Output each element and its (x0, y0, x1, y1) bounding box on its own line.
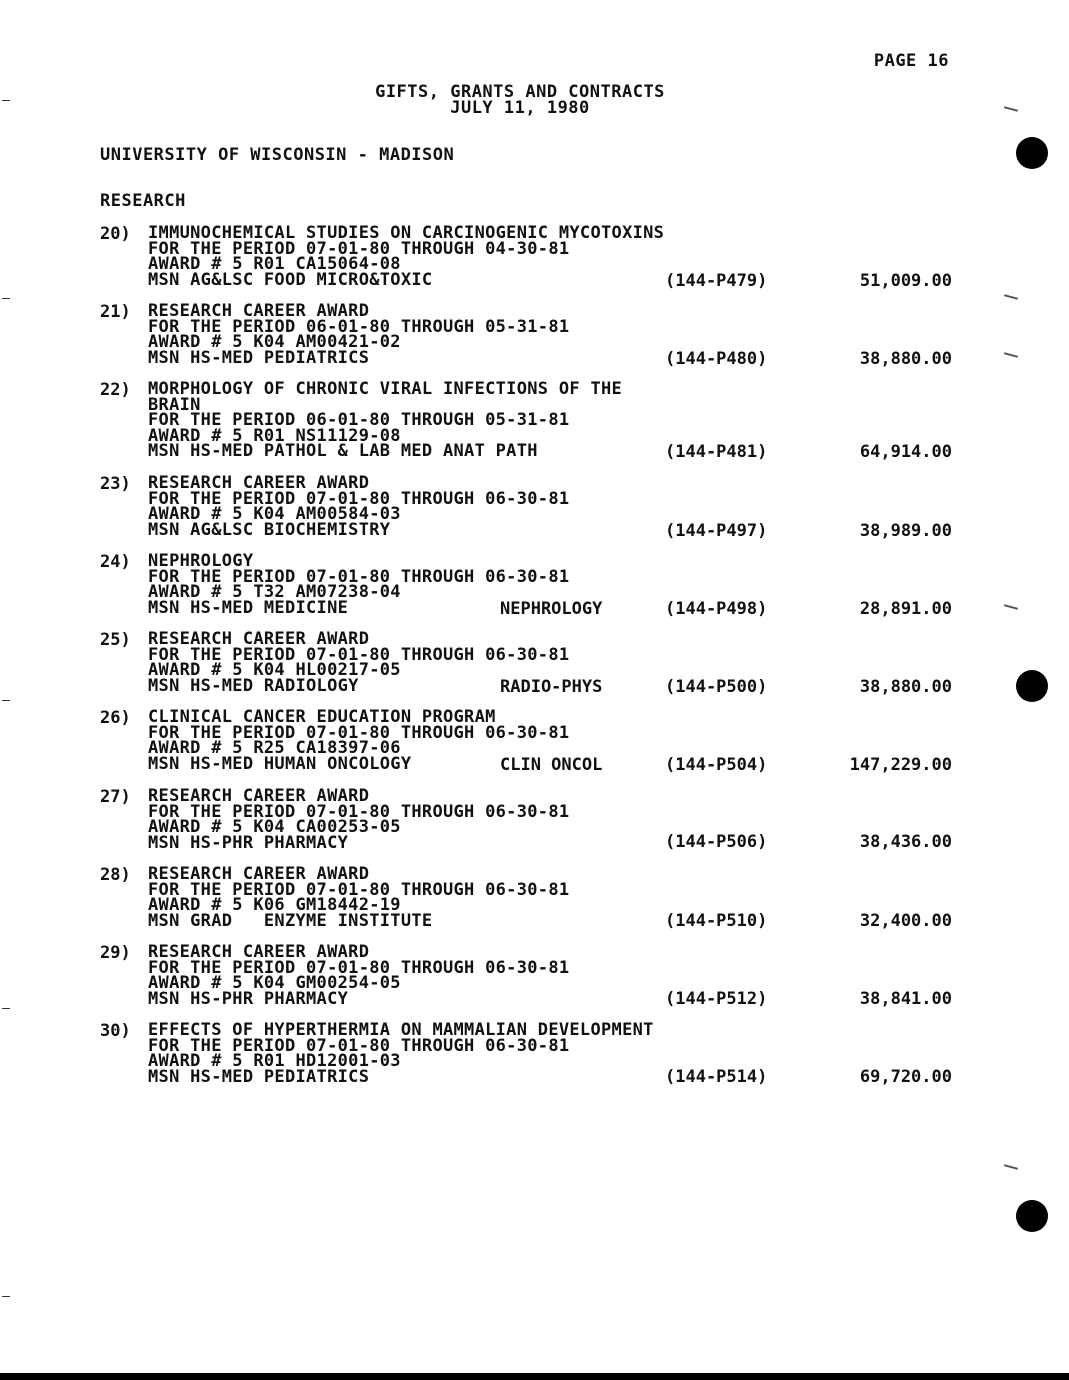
entry-department: MSN HS-MED PATHOL & LAB MED ANAT PATH (148, 441, 538, 462)
entry-account: (144-P500) (665, 677, 768, 697)
entry-account: (144-P497) (665, 521, 768, 541)
entry-award: AWARD # 5 K04 CA00253-05 (148, 817, 401, 838)
scan-mark (1004, 106, 1018, 112)
punch-hole (1016, 1200, 1048, 1232)
entry-amount: 38,989.00 (859, 521, 952, 541)
title-block (260, 84, 780, 116)
entry-period: FOR THE PERIOD 07-01-80 THROUGH 06-30-81 (148, 801, 570, 822)
entry-account: (144-P514) (665, 1067, 768, 1087)
entry-title: EFFECTS OF HYPERTHERMIA ON MAMMALIAN DEVELOPMENT (148, 1020, 654, 1040)
document-date: JULY 11, 1980 (450, 98, 590, 118)
scan-bottom-edge (0, 1373, 1069, 1380)
entry-award: AWARD # 5 K04 HL00217-05 (148, 660, 401, 681)
entry-number: 30) (100, 1021, 131, 1041)
document-title: GIFTS, GRANTS AND CONTRACTS (375, 82, 665, 102)
entry-period: FOR THE PERIOD 07-01-80 THROUGH 06-30-81 (148, 722, 570, 743)
entry-period: FOR THE PERIOD 07-01-80 THROUGH 06-30-81 (148, 1035, 570, 1056)
entry-account: (144-P512) (665, 989, 768, 1009)
entry-amount: 28,891.00 (859, 599, 952, 619)
entry-account: (144-P498) (665, 599, 768, 619)
entry-number: 29) (100, 943, 131, 963)
scan-mark (1004, 294, 1018, 300)
entry-department: MSN GRAD ENZYME INSTITUTE (148, 910, 433, 931)
entry-title: RESEARCH CAREER AWARD (148, 629, 370, 649)
entry-number: 25) (100, 630, 131, 650)
entry-department: MSN HS-MED PEDIATRICS (148, 1066, 370, 1087)
entry-account: (144-P510) (665, 911, 768, 931)
entry-lines (148, 301, 668, 368)
entry-account: (144-P481) (665, 442, 768, 462)
entry-number: 23) (100, 474, 131, 494)
scan-mark (1004, 1164, 1018, 1170)
entry-department: MSN HS-MED RADIOLOGY (148, 675, 359, 696)
entry-number: 22) (100, 380, 131, 400)
entry-amount: 147,229.00 (849, 755, 952, 775)
entry-department: MSN HS-MED MEDICINE (148, 597, 349, 618)
entry-period: FOR THE PERIOD 07-01-80 THROUGH 04-30-81 (148, 238, 570, 259)
entry-account: (144-P506) (665, 832, 768, 852)
entry-award: AWARD # 5 R01 HD12001-03 (148, 1051, 401, 1072)
entry-award: AWARD # 5 K04 AM00584-03 (148, 504, 401, 525)
entry-account: (144-P480) (665, 349, 768, 369)
entry-department: MSN HS-PHR PHARMACY (148, 832, 349, 853)
entry-account: (144-P504) (665, 755, 768, 775)
entry-department: MSN AG&LSC BIOCHEMISTRY (148, 519, 391, 540)
entry-lines (148, 1020, 668, 1087)
scan-mark (2, 298, 10, 299)
entry-lines (148, 864, 668, 931)
entry-lines (148, 223, 668, 290)
entry-amount: 38,880.00 (859, 677, 952, 697)
entry-subdivision: NEPHROLOGY (500, 599, 603, 619)
entry-amount: 38,436.00 (859, 832, 952, 852)
entry-number: 27) (100, 787, 131, 807)
section-heading: RESEARCH (100, 191, 186, 211)
entry-title-continued: BRAIN (148, 394, 201, 415)
entry-award: AWARD # 5 R01 NS11129-08 (148, 425, 401, 446)
entry-period: FOR THE PERIOD 07-01-80 THROUGH 06-30-81 (148, 957, 570, 978)
entry-number: 24) (100, 552, 131, 572)
entry-amount: 38,880.00 (859, 349, 952, 369)
entry-award: AWARD # 5 K06 GM18442-19 (148, 895, 401, 916)
entry-title: RESEARCH CAREER AWARD (148, 473, 370, 493)
entry-lines (148, 473, 668, 540)
entry-title: IMMUNOCHEMICAL STUDIES ON CARCINOGENIC MYCOTOXINS (148, 223, 665, 243)
entry-award: AWARD # 5 T32 AM07238-04 (148, 582, 401, 603)
entry-department: MSN HS-MED HUMAN ONCOLOGY (148, 753, 412, 774)
entry-department: MSN HS-MED PEDIATRICS (148, 347, 370, 368)
entry-account: (144-P479) (665, 271, 768, 291)
entry-title: MORPHOLOGY OF CHRONIC VIRAL INFECTIONS OF THE (148, 379, 623, 399)
entry-title: RESEARCH CAREER AWARD (148, 786, 370, 806)
entry-subdivision: CLIN ONCOL (500, 755, 603, 775)
entry-number: 20) (100, 224, 131, 244)
entry-amount: 64,914.00 (859, 442, 952, 462)
scan-mark (2, 700, 10, 701)
entry-title: RESEARCH CAREER AWARD (148, 864, 370, 884)
entry-amount: 38,841.00 (859, 989, 952, 1009)
entry-title: RESEARCH CAREER AWARD (148, 942, 370, 962)
scan-mark (2, 1296, 10, 1297)
scan-mark (2, 100, 10, 101)
entry-amount: 51,009.00 (859, 271, 952, 291)
entry-amount: 32,400.00 (859, 911, 952, 931)
entry-department: MSN HS-PHR PHARMACY (148, 988, 349, 1009)
entry-number: 21) (100, 302, 131, 322)
entry-number: 28) (100, 865, 131, 885)
institution-name: UNIVERSITY OF WISCONSIN - MADISON (100, 145, 455, 165)
entry-subdivision: RADIO-PHYS (500, 677, 603, 697)
entry-department: MSN AG&LSC FOOD MICRO&TOXIC (148, 269, 433, 290)
entry-award: AWARD # 5 R25 CA18397-06 (148, 738, 401, 759)
entry-period: FOR THE PERIOD 06-01-80 THROUGH 05-31-81 (148, 410, 570, 431)
punch-hole (1016, 670, 1048, 702)
entry-award: AWARD # 5 R01 CA15064-08 (148, 254, 401, 275)
scan-mark (1004, 352, 1018, 358)
entry-period: FOR THE PERIOD 07-01-80 THROUGH 06-30-81 (148, 566, 570, 587)
scan-mark (2, 1008, 10, 1009)
entry-title: CLINICAL CANCER EDUCATION PROGRAM (148, 707, 496, 727)
entry-period: FOR THE PERIOD 06-01-80 THROUGH 05-31-81 (148, 316, 570, 337)
entry-period: FOR THE PERIOD 07-01-80 THROUGH 06-30-81 (148, 879, 570, 900)
entry-award: AWARD # 5 K04 GM00254-05 (148, 973, 401, 994)
scan-mark (1004, 604, 1018, 610)
entry-number: 26) (100, 708, 131, 728)
entry-lines (148, 942, 668, 1009)
entry-period: FOR THE PERIOD 07-01-80 THROUGH 06-30-81 (148, 488, 570, 509)
punch-hole (1016, 137, 1048, 169)
entry-period: FOR THE PERIOD 07-01-80 THROUGH 06-30-81 (148, 644, 570, 665)
page-number: PAGE 16 (873, 51, 949, 71)
entry-lines (148, 786, 668, 853)
entry-award: AWARD # 5 K04 AM00421-02 (148, 332, 401, 353)
entry-amount: 69,720.00 (859, 1067, 952, 1087)
entry-lines (148, 379, 668, 462)
entry-title: NEPHROLOGY (148, 551, 254, 571)
entry-title: RESEARCH CAREER AWARD (148, 301, 370, 321)
